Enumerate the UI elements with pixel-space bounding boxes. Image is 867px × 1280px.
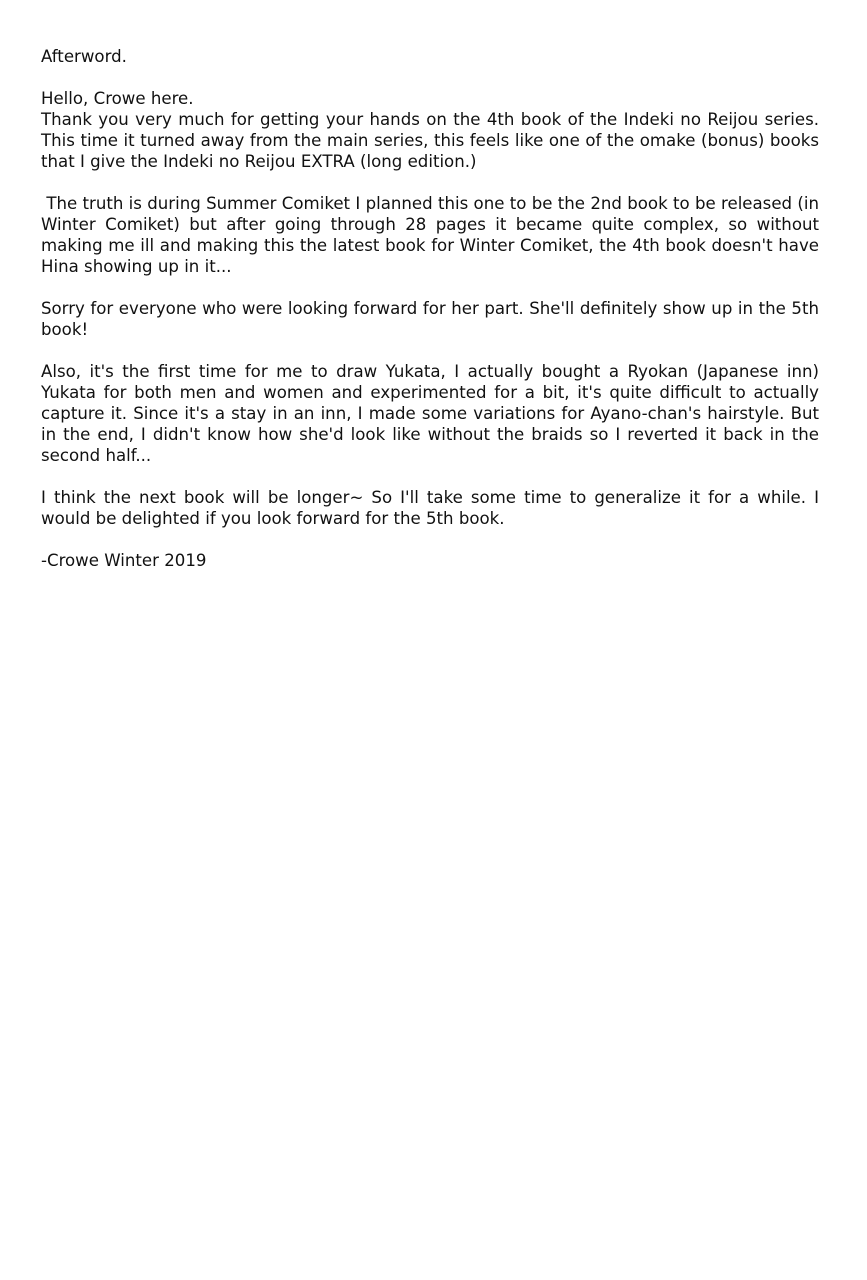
greeting-line: Hello, Crowe here. <box>41 89 194 108</box>
paragraph-next-book: I think the next book will be longer~ So I'll take some time to generalize it for a while. I would be delighted if you look forward for the 5th book. <box>41 488 819 528</box>
afterword-text <box>41 46 825 592</box>
paragraph-yukata: Also, it's the first time for me to draw Yukata, I actually bought a Ryokan (Japanese inn) Yukata for both men and women and experimented for a bit, it's quite difficult to actually capture it. Since it's a stay in an inn, I made some variations for Ayano-chan's hairstyle. But in the end, I didn't know how she'd look like without the braids so I reverted it back in the second half... <box>41 362 819 465</box>
afterword-title: Afterword. <box>41 47 127 66</box>
signature: -Crowe Winter 2019 <box>41 551 207 570</box>
paragraph-comiket: The truth is during Summer Comiket I planned this one to be the 2nd book to be released (in Winter Comiket) but after going through 28 pages it became quite complex, so without making me ill and making this the latest book for Winter Comiket, the 4th book doesn't have Hina showing up in it... <box>41 194 825 276</box>
paragraph-apology: Sorry for everyone who were looking forward for her part. She'll definitely show up in the 5th book! <box>41 299 819 339</box>
paragraph-thanks: Thank you very much for getting your hands on the 4th book of the Indeki no Reijou series. This time it turned away from the main series, this feels like one of the omake (bonus) books that I give the Indeki no Reijou EXTRA (long edition.) <box>41 110 819 171</box>
